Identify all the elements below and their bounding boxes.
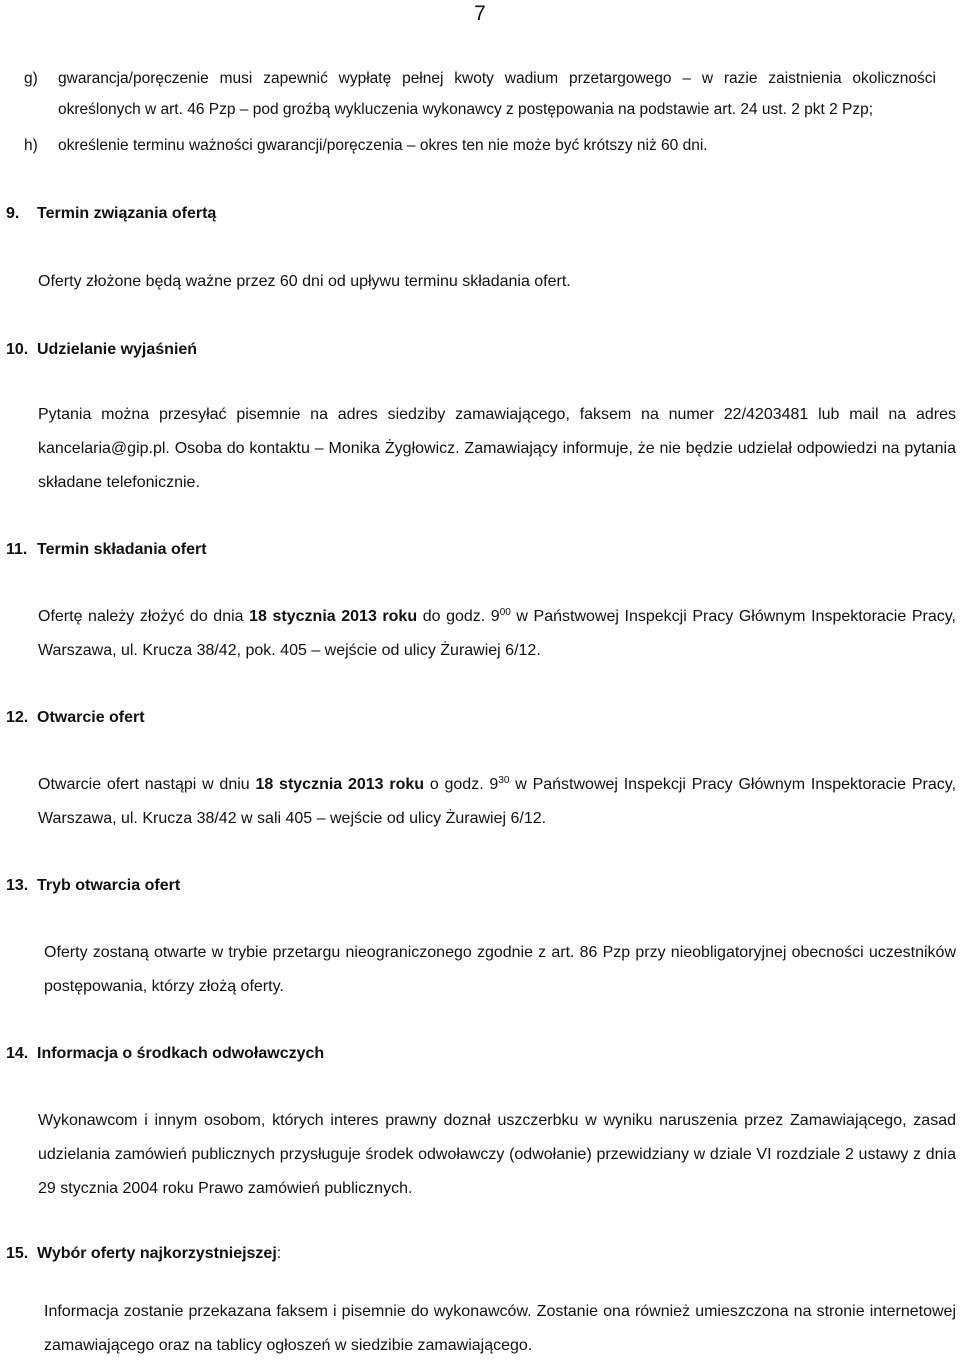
deadline-date: 18 stycznia 2013 roku — [249, 608, 418, 625]
section-heading-10 — [6, 341, 197, 359]
list-text: gwarancja/poręczenie musi zapewnić wypłatę pełnej kwoty wadium przetargowego – w razie zaistnienia okoliczności określonych w art. 46 Pzp – pod groźbą wykluczenia wykonawcy z postępowania na podstawie art. 24 ust. 2 pkt 2 Pzp; — [58, 70, 936, 118]
section-body-line — [38, 600, 956, 634]
page-number: 7 — [474, 2, 486, 25]
body-text: do godz. 9 — [417, 608, 500, 625]
section-title: Termin składania ofert — [37, 541, 207, 558]
section-body-line: zamawiającego oraz na tablicy ogłoszeń w siedzibie zamawiającego. — [44, 1337, 533, 1354]
list-marker: h) — [24, 137, 38, 154]
section-heading-12 — [6, 709, 145, 727]
section-title: Otwarcie ofert — [37, 709, 145, 726]
section-body-line: postępowania, którzy złożą oferty. — [44, 978, 284, 995]
section-body-line — [38, 768, 956, 802]
body-text: Ofertę należy złożyć do dnia — [38, 608, 250, 625]
section-heading-14 — [6, 1045, 324, 1063]
section-body-line: udzielania zamówień publicznych przysługuje środek odwoławczy (odwołanie) przewidziany w dziale VI rozdziale 2 ustawy z dnia — [38, 1146, 956, 1163]
section-title: Termin związania ofertą — [37, 205, 217, 222]
body-text: w Państwowej Inspekcji Pracy Głównym Inspektoracie Pracy, — [509, 776, 957, 793]
time-minutes: 30 — [498, 775, 510, 786]
list-item-h — [24, 130, 936, 161]
section-number: 11. — [6, 541, 28, 558]
section-body-line: Wykonawcom i innym osobom, których interes prawny doznał uszczerbku w wyniku naruszenia przez Zamawiającego, zasad — [38, 1112, 956, 1129]
section-title: Udzielanie wyjaśnień — [37, 341, 198, 358]
body-text: o godz. 9 — [424, 776, 499, 793]
section-title: Wybór oferty najkorzystniejszej — [37, 1245, 277, 1262]
section-number: 12. — [6, 709, 29, 726]
list-item-g — [24, 63, 936, 125]
section-number: 15. — [6, 1245, 29, 1262]
section-body-line: Warszawa, ul. Krucza 38/42 w sali 405 – wejście od ulicy Żurawiej 6/12. — [38, 810, 547, 827]
section-body-line: kancelaria@gip.pl. Osoba do kontaktu – Monika Żygłowicz. Zamawiający informuje, że nie będzie udzielał odpowiedzi na pytania — [38, 440, 956, 457]
section-body-line: 29 stycznia 2004 roku Prawo zamówień publicznych. — [38, 1180, 413, 1197]
body-text: Otwarcie ofert nastąpi w dniu — [38, 776, 256, 793]
body-text: w Państwowej Inspekcji Pracy Głównym Inspektoracie Pracy, — [510, 608, 957, 625]
section-body-line: Pytania można przesyłać pisemnie na adres siedziby zamawiającego, faksem na numer 22/4203481 lub mail na adres — [38, 406, 956, 423]
section-number: 13. — [6, 877, 29, 894]
section-body-line: Warszawa, ul. Krucza 38/42, pok. 405 – wejście od ulicy Żurawiej 6/12. — [38, 642, 541, 659]
time-minutes: 00 — [499, 607, 511, 618]
section-title: Informacja o środkach odwoławczych — [37, 1045, 325, 1062]
section-heading-13 — [6, 877, 180, 895]
section-body-line: Oferty zostaną otwarte w trybie przetargu nieograniczonego zgodnie z art. 86 Pzp przy nieobligatoryjnej obecności uczestników — [44, 944, 956, 961]
section-heading-15 — [6, 1245, 281, 1263]
opening-date: 18 stycznia 2013 roku — [255, 776, 425, 793]
section-heading-9 — [6, 205, 216, 223]
section-number: 14. — [6, 1045, 29, 1062]
section-number: 10. — [6, 341, 29, 358]
section-body-line: Informacja zostanie przekazana faksem i pisemnie do wykonawców. Zostanie ona również umieszczona na stronie internetowej — [44, 1303, 956, 1320]
section-number: 9. — [6, 205, 20, 222]
section-heading-11 — [6, 541, 207, 559]
section-title: Tryb otwarcia ofert — [37, 877, 181, 894]
list-text: określenie terminu ważności gwarancji/poręczenia – okres ten nie może być krótszy niż 60 dni. — [58, 137, 708, 154]
section-body-line: składane telefonicznie. — [38, 474, 200, 491]
section-body: Oferty złożone będą ważne przez 60 dni od upływu terminu składania ofert. — [38, 273, 571, 290]
list-marker: g) — [24, 70, 38, 87]
title-suffix: : — [276, 1245, 282, 1262]
